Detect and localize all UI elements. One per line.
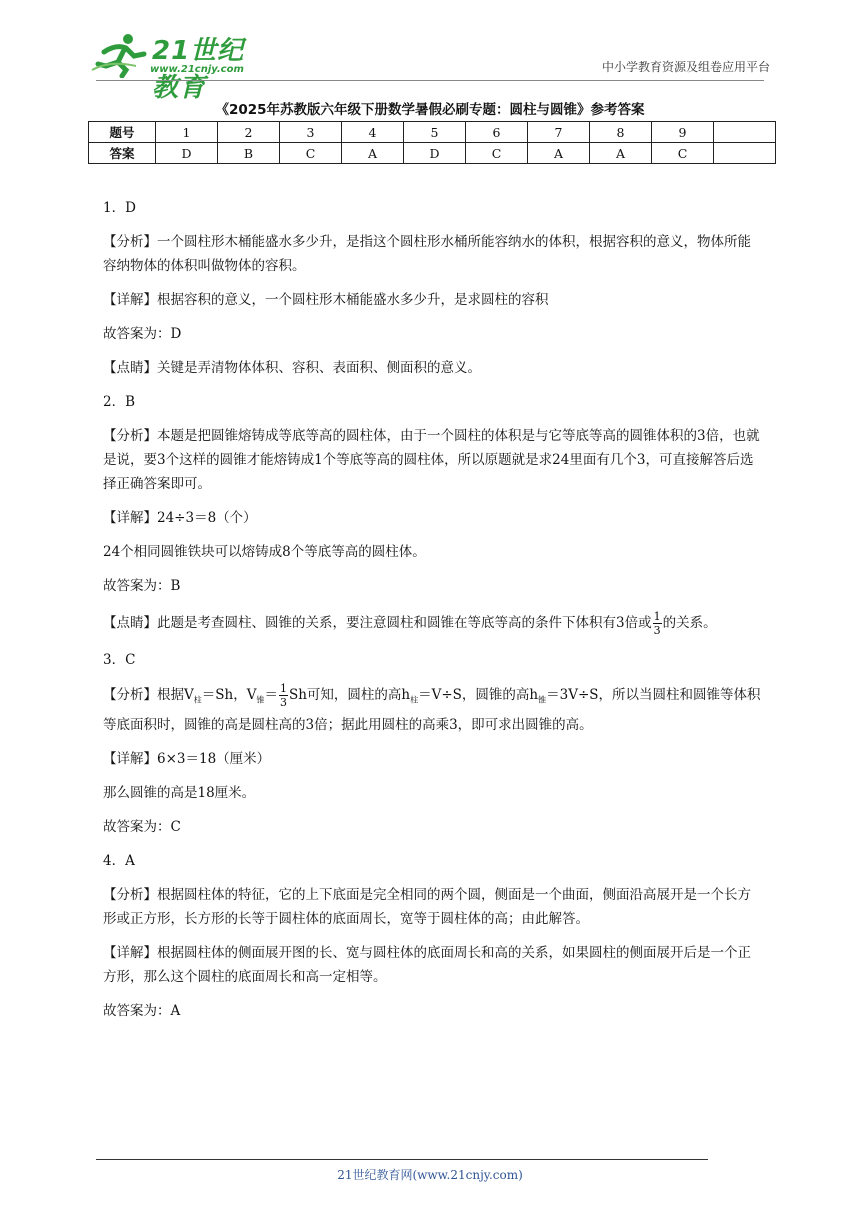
- q2-analysis: 【分析】本题是把圆锥熔铸成等底等高的圆柱体，由于一个圆柱的体积是与它等底等高的圆锥体积的3倍，也就是说，要3个这样的圆锥才能熔铸成1个等底等高的圆柱体，所以原题就是求24里面有几个3，可直接解答后选择正确答案即可。: [103, 428, 760, 492]
- q3-detail-2: 那么圆锥的高是18厘米。: [103, 784, 256, 801]
- footer-divider: [96, 1159, 708, 1160]
- q3-analysis-b: ＝Sh，V: [201, 687, 257, 703]
- answer-cell: B: [218, 143, 280, 164]
- q3-analysis: [103, 682, 763, 737]
- answer-cell: C: [280, 143, 342, 164]
- q2-detail-2: 24个相同圆锥铁块可以熔铸成8个等底等高的圆柱体。: [103, 544, 426, 560]
- q1-detail: 【详解】根据容积的意义，一个圆柱形木桶能盛水多少升，是求圆柱的容积: [103, 292, 549, 308]
- answer-cell: D: [404, 143, 466, 164]
- q3-analysis-f: ＝3V÷S，所以当圆柱和圆锥等体积等底面积时，圆锥的高是圆柱高的3倍；据此用圆柱的高乘3，即可求出圆锥的高。: [103, 687, 761, 733]
- q2-answer: 故答案为：B: [103, 578, 181, 594]
- q3-analysis-e: ＝V÷S，圆锥的高h: [418, 687, 539, 703]
- q1-answer: 故答案为：D: [103, 326, 182, 342]
- q2-detail: 【详解】24÷3＝8（个）: [103, 510, 257, 526]
- q2-tip-end: 的关系。: [662, 615, 717, 631]
- question-number-row: [89, 122, 776, 143]
- fraction-one-third: [279, 682, 288, 709]
- q2-heading: 2．B: [103, 394, 136, 410]
- number-cell: 6: [466, 122, 528, 143]
- answer-table: [88, 121, 776, 164]
- number-cell: 7: [528, 122, 590, 143]
- number-cell: 8: [590, 122, 652, 143]
- logo-url: www.21cnjy.com: [150, 64, 244, 75]
- answer-cell: C: [652, 143, 714, 164]
- subscript-cylinder: 柱: [410, 695, 419, 705]
- platform-name: 中小学教育资源及组卷应用平台: [601, 60, 770, 74]
- page-header: [90, 30, 770, 103]
- fraction-numerator: 1: [653, 610, 661, 623]
- solutions-body: [103, 196, 763, 1033]
- footer-link[interactable]: 21世纪教育网(www.21cnjy.com): [337, 1168, 523, 1182]
- q3-detail: 【详解】6×3＝18（厘米）: [103, 750, 271, 767]
- q3-analysis-a: 【分析】根据V: [103, 687, 194, 703]
- answer-cell: [714, 143, 776, 164]
- runner-logo-icon: [90, 30, 150, 78]
- q1-analysis: 【分析】一个圆柱形木桶能盛水多少升，是指这个圆柱形水桶所能容纳水的体积，根据容积的意义，物体所能容纳物体的体积叫做物体的容积。: [103, 234, 751, 274]
- answer-cell: D: [156, 143, 218, 164]
- subscript-cylinder: 柱: [193, 695, 202, 705]
- q4-analysis: 【分析】根据圆柱体的特征，它的上下底面是完全相同的两个圆，侧面是一个曲面，侧面沿高展开是一个长方形或正方形，长方形的长等于圆柱体的底面周长，宽等于圆柱体的高；由此解答。: [103, 886, 751, 927]
- fraction-denominator: 3: [279, 696, 287, 709]
- fraction-one-third: [653, 610, 662, 637]
- header-divider: [96, 80, 764, 81]
- q2-tip-text: 【点睛】此题是考查圆柱、圆锥的关系，要注意圆柱和圆锥在等底等高的条件下体积有3倍或: [103, 615, 652, 631]
- q3-analysis-c: ＝: [264, 687, 278, 703]
- answer-cell: C: [466, 143, 528, 164]
- q4-detail: 【详解】根据圆柱体的侧面展开图的长、宽与圆柱体的底面周长和高的关系，如果圆柱的侧面展开后是一个正方形，那么这个圆柱的底面周长和高一定相等。: [103, 944, 751, 985]
- logo-text: 21世纪教育: [152, 36, 245, 103]
- answer-cell: A: [590, 143, 652, 164]
- number-cell: [714, 122, 776, 143]
- q3-analysis-d: Sh可知，圆柱的高h: [288, 687, 411, 703]
- subscript-cone: 锥: [538, 695, 547, 705]
- number-cell: 3: [280, 122, 342, 143]
- site-logo: [90, 30, 270, 103]
- q1-heading: 1．D: [103, 200, 136, 216]
- q4-answer: 故答案为：A: [103, 1002, 181, 1019]
- q4-heading: 4．A: [103, 852, 135, 869]
- number-cell: 9: [652, 122, 714, 143]
- document-title: 《2025年苏教版六年级下册数学暑假必刷专题：圆柱与圆锥》参考答案: [215, 102, 645, 118]
- q3-answer: 故答案为：C: [103, 818, 181, 835]
- row-label-number: 题号: [89, 122, 156, 143]
- q1-tip: 【点睛】关键是弄清物体体积、容积、表面积、侧面积的意义。: [103, 360, 481, 376]
- answer-row: [89, 143, 776, 164]
- row-label-answer: 答案: [89, 143, 156, 164]
- number-cell: 1: [156, 122, 218, 143]
- subscript-cone: 锥: [256, 695, 265, 705]
- number-cell: 2: [218, 122, 280, 143]
- q3-heading: 3．C: [103, 652, 136, 668]
- answer-cell: A: [528, 143, 590, 164]
- number-cell: 4: [342, 122, 404, 143]
- fraction-denominator: 3: [653, 624, 661, 637]
- number-cell: 5: [404, 122, 466, 143]
- fraction-numerator: 1: [279, 682, 287, 695]
- answer-cell: A: [342, 143, 404, 164]
- q2-tip: [103, 608, 763, 638]
